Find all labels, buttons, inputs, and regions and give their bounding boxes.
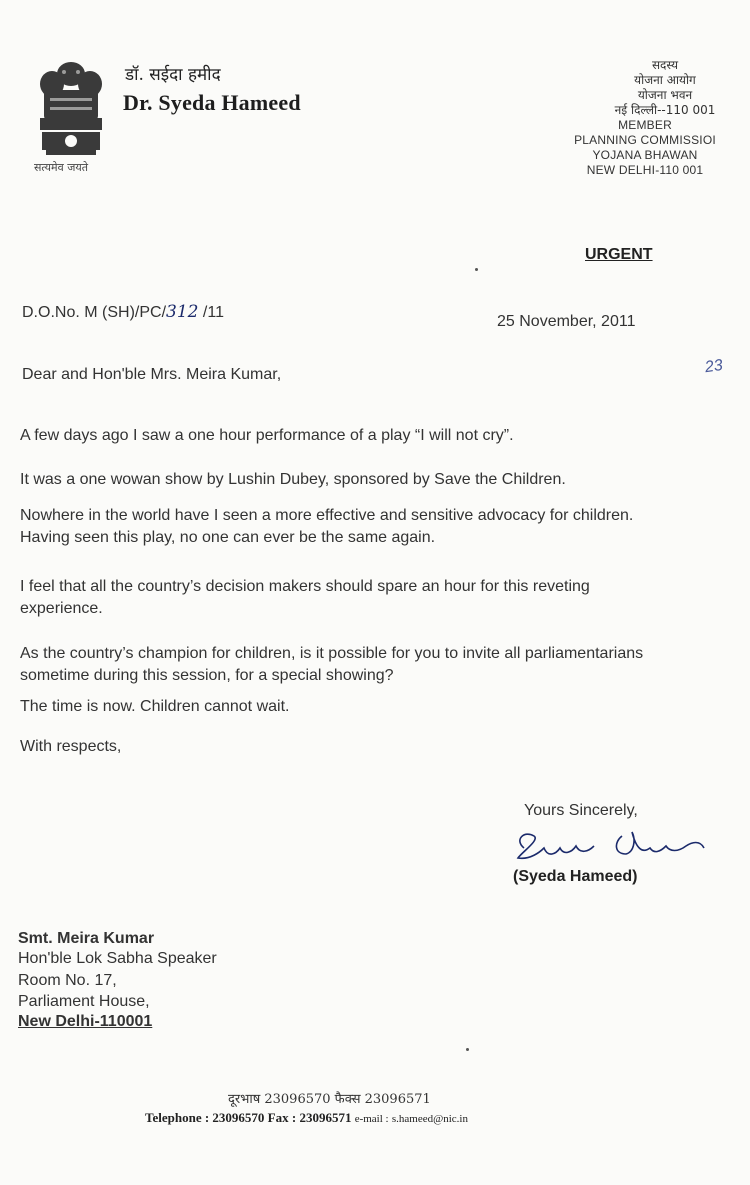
sender-name-english: Dr. Syeda Hameed xyxy=(123,90,301,115)
national-emblem-icon xyxy=(30,52,112,172)
recipient-name: Smt. Meira Kumar xyxy=(18,930,155,947)
reference-prefix: D.O.No. M (SH)/PC/ xyxy=(22,304,167,321)
telephone-label: Telephone : xyxy=(145,1110,210,1125)
address-english-line: YOJANA BHAWAN xyxy=(592,148,698,162)
body-paragraph: Nowhere in the world have I seen a more effective and sensitive advocacy for children. Having seen this play, no one can ever be the same again. xyxy=(20,507,634,546)
recipient-address-line: Room No. 17, xyxy=(18,972,117,989)
salutation: Dear and Hon'ble Mrs. Meira Kumar, xyxy=(22,366,282,383)
address-english-line: PLANNING COMMISSIOI xyxy=(574,133,716,147)
sender-address-block xyxy=(560,58,730,178)
body-paragraph: A few days ago I saw a one hour performance of a play “I will not cry”. xyxy=(20,427,514,444)
body-paragraph: I feel that all the country’s decision makers should spare an hour for this reveting experience. xyxy=(20,578,590,617)
closing-line: Yours Sincerely, xyxy=(524,802,638,819)
address-hindi-line: योजना आयोग xyxy=(634,73,696,87)
sender-name-hindi: डॉ. सईदा हमीद xyxy=(125,65,221,85)
margin-annotation: 23 xyxy=(703,356,724,377)
address-hindi-line: योजना भवन xyxy=(637,88,693,102)
recipient-title: Hon'ble Lok Sabha Speaker xyxy=(18,950,217,967)
recipient-city: New Delhi-110001 xyxy=(18,1013,153,1030)
address-english-line: NEW DELHI-110 001 xyxy=(586,163,704,177)
fax-number: 23096571 xyxy=(299,1110,352,1125)
address-hindi-line: नई दिल्ली--110 001 xyxy=(614,103,716,117)
emblem-motto: सत्यमेव जयते xyxy=(34,161,89,174)
fax-label: Fax : xyxy=(267,1110,297,1125)
handwritten-signature xyxy=(510,818,710,873)
telephone-number: 23096570 xyxy=(212,1110,265,1125)
footer-contact-english xyxy=(145,1110,468,1126)
body-paragraph: As the country’s champion for children, is it possible for you to invite all parliamentarians sometime during this session, for a special showing? xyxy=(20,645,644,684)
letter-date: 25 November, 2011 xyxy=(497,313,636,330)
scan-speck xyxy=(475,268,478,271)
recipient-address-line: Parliament House, xyxy=(18,993,150,1010)
address-hindi-line: सदस्य xyxy=(651,58,679,72)
reference-handwritten-number: 312 xyxy=(166,302,199,322)
address-english-line: MEMBER xyxy=(618,118,672,132)
body-paragraph: It was a one wowan show by Lushin Dubey, sponsored by Save the Children. xyxy=(20,471,566,488)
urgent-marker: URGENT xyxy=(585,246,653,263)
footer-contact-hindi: दूरभाष 23096570 फैक्स 23096571 xyxy=(228,1092,431,1107)
reference-suffix: /11 xyxy=(198,304,224,321)
body-paragraph: The time is now. Children cannot wait. xyxy=(20,698,290,715)
respects-line: With respects, xyxy=(20,738,122,755)
reference-number xyxy=(22,302,224,322)
email-address: s.hameed@nic.in xyxy=(391,1113,468,1125)
signatory-name: (Syeda Hameed) xyxy=(513,868,638,885)
scan-speck xyxy=(466,1048,469,1051)
email-label: e-mail : xyxy=(354,1113,389,1125)
